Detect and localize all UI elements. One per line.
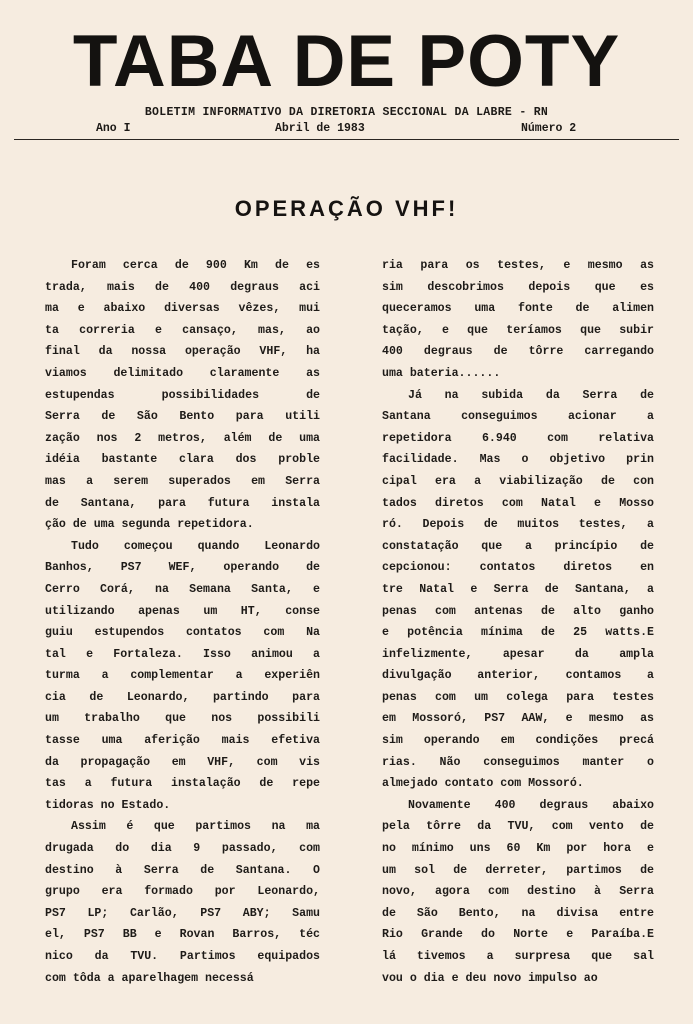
- text-line: estupendas possibilidades de: [45, 388, 320, 402]
- text-line: penas com antenas de alto ganho: [382, 604, 654, 618]
- article-title: OPERAÇÃO VHF!: [234, 196, 459, 221]
- text-line: tidoras no Estado.: [45, 798, 171, 812]
- text-line: Cerro Corá, na Semana Santa, e: [45, 582, 320, 596]
- text-line: final da nossa operação VHF, ha: [45, 345, 320, 359]
- text-line: utilizando apenas um HT, conse: [45, 604, 320, 618]
- text-line: 400 degraus de tôrre carregando: [382, 345, 654, 359]
- article-left-column: [45, 255, 320, 989]
- text-line: cipal era a viabilização de con: [382, 474, 654, 488]
- text-line: de São Bento, na divisa entre: [382, 906, 654, 920]
- text-line: drugada do dia 9 passado, com: [45, 842, 320, 856]
- text-line: constatação que a princípio de: [382, 539, 654, 553]
- text-line: tasse uma aferição mais efetiva: [45, 734, 320, 748]
- text-line: tados diretos com Natal e Mosso: [382, 496, 654, 510]
- text-line: Foram cerca de 900 Km de es: [71, 259, 320, 272]
- newsletter-subtitle: BOLETIM INFORMATIVO DA DIRETORIA SECCIONAL DA LABRE - RN: [144, 106, 549, 119]
- text-line: ma e abaixo diversas vêzes, mui: [45, 302, 320, 316]
- text-line: almejado contato com Mossoró.: [382, 777, 584, 791]
- text-line: Banhos, PS7 WEF, operando de: [45, 561, 320, 575]
- text-line: Já na subida da Serra de: [408, 388, 654, 402]
- text-line: lá tivemos a surpresa que sal: [382, 950, 654, 963]
- text-line: destino à Serra de Santana. O: [45, 863, 320, 877]
- text-line: tal e Fortaleza. Isso animou a: [45, 647, 320, 661]
- text-line: ta correria e cansaço, mas, ao: [45, 323, 320, 337]
- text-line: ria para os testes, e mesmo as: [382, 259, 654, 272]
- text-line: PS7 LP; Carlão, PS7 ABY; Samu: [45, 906, 320, 920]
- text-line: ró. Depois de muitos testes, a: [382, 518, 654, 532]
- text-line: viamos delimitado claramente as: [45, 366, 320, 380]
- text-line: ção de uma segunda repetidora.: [45, 518, 254, 532]
- text-line: facilidade. Mas o objetivo prin: [382, 453, 654, 467]
- text-line: em Mossoró, PS7 AAW, e mesmo as: [382, 712, 654, 726]
- text-line: pela tôrre da TVU, com vento de: [382, 820, 654, 834]
- text-line: no mínimo uns 60 Km por hora e: [382, 842, 654, 856]
- text-line: Assim é que partimos na ma: [71, 820, 320, 834]
- text-line: da propagação em VHF, com vis: [45, 755, 320, 769]
- text-line: turma a complementar a experiên: [45, 669, 320, 683]
- text-line: novo, agora com destino à Serra: [382, 885, 654, 899]
- text-line: el, PS7 BB e Rovan Barros, téc: [45, 928, 320, 942]
- text-line: tação, e que teríamos que subir: [382, 323, 654, 337]
- text-line: infelizmente, apesar da ampla: [382, 647, 654, 661]
- text-line: sim operando em condições precá: [382, 734, 654, 748]
- text-line: de Santana, para futura instala: [45, 496, 320, 510]
- text-line: Rio Grande do Norte e Paraíba.E: [382, 928, 654, 942]
- text-line: um sol de derreter, partimos de: [382, 863, 654, 877]
- text-line: grupo era formado por Leonardo,: [45, 885, 320, 899]
- issue-year: Ano I: [96, 122, 131, 135]
- text-line: queceramos uma fonte de alimen: [382, 302, 654, 316]
- text-line: cepcionou: contatos diretos en: [382, 561, 654, 575]
- article-right-column: [382, 255, 654, 989]
- text-line: vou o dia e deu novo impulso ao: [382, 971, 598, 985]
- text-line: com tôda a aparelhagem necessá: [45, 971, 254, 985]
- text-line: guiu estupendos contatos com Na: [45, 626, 320, 640]
- text-line: e potência mínima de 25 watts.E: [382, 626, 654, 640]
- text-line: Tudo começou quando Leonardo: [71, 539, 320, 553]
- text-line: cia de Leonardo, partindo para: [45, 690, 320, 704]
- newsletter-masthead: TABA DE POTY: [72, 21, 621, 102]
- text-line: idéia bastante clara dos proble: [45, 453, 320, 467]
- text-line: trada, mais de 400 degraus aci: [45, 280, 320, 294]
- text-line: tre Natal e Serra de Santana, a: [382, 582, 654, 596]
- header-divider: [14, 139, 679, 140]
- text-line: mas a serem superados em Serra: [45, 474, 320, 488]
- text-line: sim descobrimos depois que es: [382, 280, 654, 294]
- text-line: Santana conseguimos acionar a: [382, 410, 654, 424]
- text-line: nico da TVU. Partimos equipados: [45, 950, 320, 963]
- text-line: rias. Não conseguimos manter o: [382, 755, 654, 769]
- text-line: Serra de São Bento para utili: [45, 410, 320, 424]
- issue-number: Número 2: [521, 122, 577, 135]
- text-line: divulgação anterior, contamos a: [382, 669, 654, 683]
- text-line: tas a futura instalação de repe: [45, 777, 320, 791]
- text-line: zação nos 2 metros, além de uma: [45, 431, 320, 445]
- text-line: repetidora 6.940 com relativa: [382, 431, 654, 445]
- text-line: um trabalho que nos possibili: [45, 712, 320, 726]
- text-line: uma bateria......: [382, 366, 501, 380]
- text-line: Novamente 400 degraus abaixo: [408, 798, 654, 812]
- issue-date: Abril de 1983: [275, 122, 365, 135]
- text-line: penas com um colega para testes: [382, 690, 654, 704]
